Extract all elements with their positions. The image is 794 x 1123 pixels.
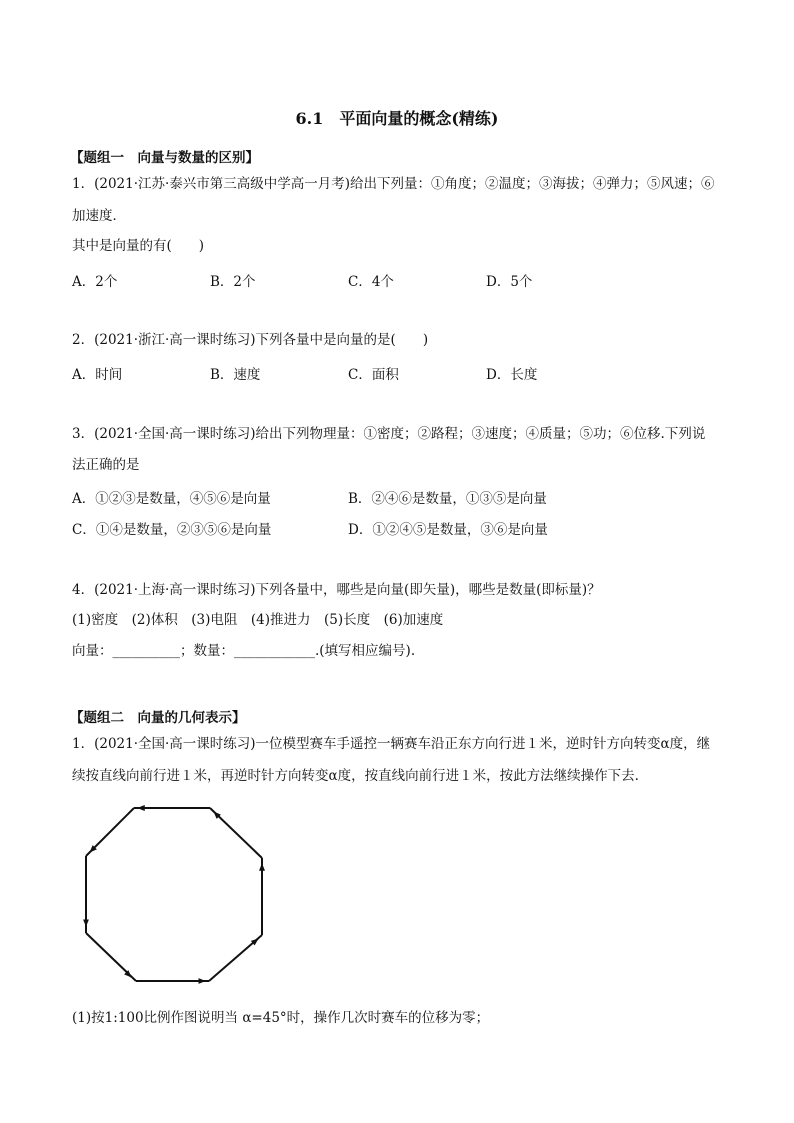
question-1-option-b: B．2个: [210, 274, 256, 290]
question-1-option-d: D．5个: [486, 274, 533, 290]
question-2-option-d: D．长度: [486, 367, 538, 383]
question-1-option-c: C．4个: [348, 274, 394, 290]
section-heading-group2: 【题组二 向量的几何表示】: [70, 710, 246, 726]
question-4-line3: 向量：__________；数量：____________.(填写相应编号).: [72, 643, 416, 659]
question-2-option-a: A．时间: [72, 367, 123, 383]
question-3-option-d: D．①②④⑤是数量，③⑥是向量: [348, 522, 548, 538]
question-2-line1: 2．(2021·浙江·高一课时练习)下列各量中是向量的是( ): [72, 332, 429, 348]
question-3-option-b: B．②④⑥是数量，①③⑤是向量: [348, 491, 547, 507]
question-3-line2: 法正确的是: [72, 457, 140, 473]
question-2-option-c: C．面积: [348, 367, 399, 383]
page-title: 6.1 平面向量的概念(精练): [295, 109, 499, 128]
question-1-line3: 其中是向量的有( ): [72, 238, 205, 254]
group2-question-1-line2: 续按直线向前行进１米，再逆时针方向转变α度，按直线向前行进１米，按此方法继续操作下去.: [72, 768, 639, 784]
section-heading-group1: 【题组一 向量与数量的区别】: [70, 150, 259, 166]
group2-question-1-line1: 1．(2021·全国·高一课时练习)一位模型赛车手遥控一辆赛车沿正东方向行进１米，逆时针方向转变α度，继: [72, 736, 711, 752]
question-3-option-c: C．①④是数量，②③⑤⑥是向量: [72, 522, 272, 538]
question-4-line1: 4．(2021·上海·高一课时练习)下列各量中，哪些是向量(即矢量)，哪些是数量(即标量)？: [72, 582, 601, 598]
question-4-line2: (1)密度 (2)体积 (3)电阻 (4)推进力 (5)长度 (6)加速度: [72, 612, 444, 628]
question-1-line2: 加速度．: [72, 208, 126, 224]
question-1-option-a: A．2个: [72, 274, 118, 290]
question-3-line1: 3．(2021·全国·高一课时练习)给出下列物理量：①密度；②路程；③速度；④质量；⑤功；⑥位移.下列说: [72, 426, 706, 442]
group2-question-1-part1: (1)按1:100比例作图说明当 α=45°时，操作几次时赛车的位移为零；: [72, 1010, 490, 1026]
question-2-option-b: B．速度: [210, 367, 261, 383]
question-1-line1: 1．(2021·江苏·泰兴市第三高级中学高一月考)给出下列量：①角度；②温度；③海拔；④弹力；⑤风速；⑥: [72, 176, 715, 192]
octagon-vector-diagram: [72, 798, 270, 994]
question-3-option-a: A．①②③是数量，④⑤⑥是向量: [72, 491, 271, 507]
